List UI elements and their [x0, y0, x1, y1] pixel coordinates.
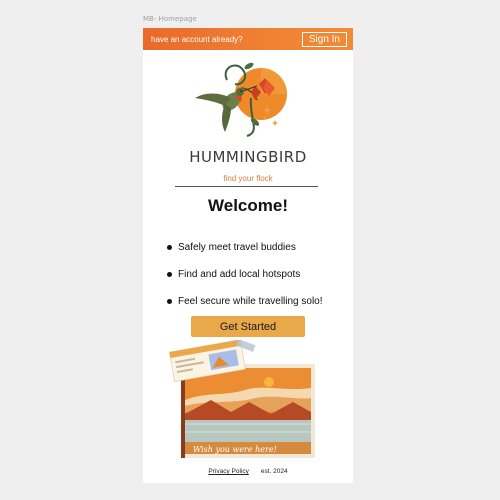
postcard-caption: Wish you were here! [193, 445, 277, 454]
brand-name: HUMMINGBIRD [189, 148, 307, 166]
feature-text: Find and add local hotspots [178, 269, 301, 280]
tagline-divider [175, 186, 318, 187]
brand-tagline: find your flock [223, 174, 273, 183]
feature-item [167, 234, 323, 261]
bullet-icon [167, 245, 172, 250]
established-year: est. 2024 [260, 468, 288, 475]
feature-text: Feel secure while travelling solo! [178, 296, 323, 307]
feature-list [167, 234, 323, 315]
privacy-policy-link[interactable]: Privacy Policy [208, 468, 249, 475]
account-question: have an account already? [151, 34, 243, 44]
phone-screen [143, 28, 353, 483]
frame-label: MB- Homepage [143, 15, 197, 23]
sign-in-button[interactable]: Sign In [302, 32, 347, 47]
hummingbird-logo [191, 58, 291, 140]
footer [143, 468, 353, 475]
feature-item [167, 288, 323, 315]
get-started-button[interactable]: Get Started [191, 316, 305, 337]
bullet-icon [167, 299, 172, 304]
postcard-illustration [165, 340, 321, 460]
top-bar [143, 28, 353, 50]
bullet-icon [167, 272, 172, 277]
feature-item [167, 261, 323, 288]
feature-text: Safely meet travel buddies [178, 242, 296, 253]
welcome-heading: Welcome! [208, 196, 288, 215]
